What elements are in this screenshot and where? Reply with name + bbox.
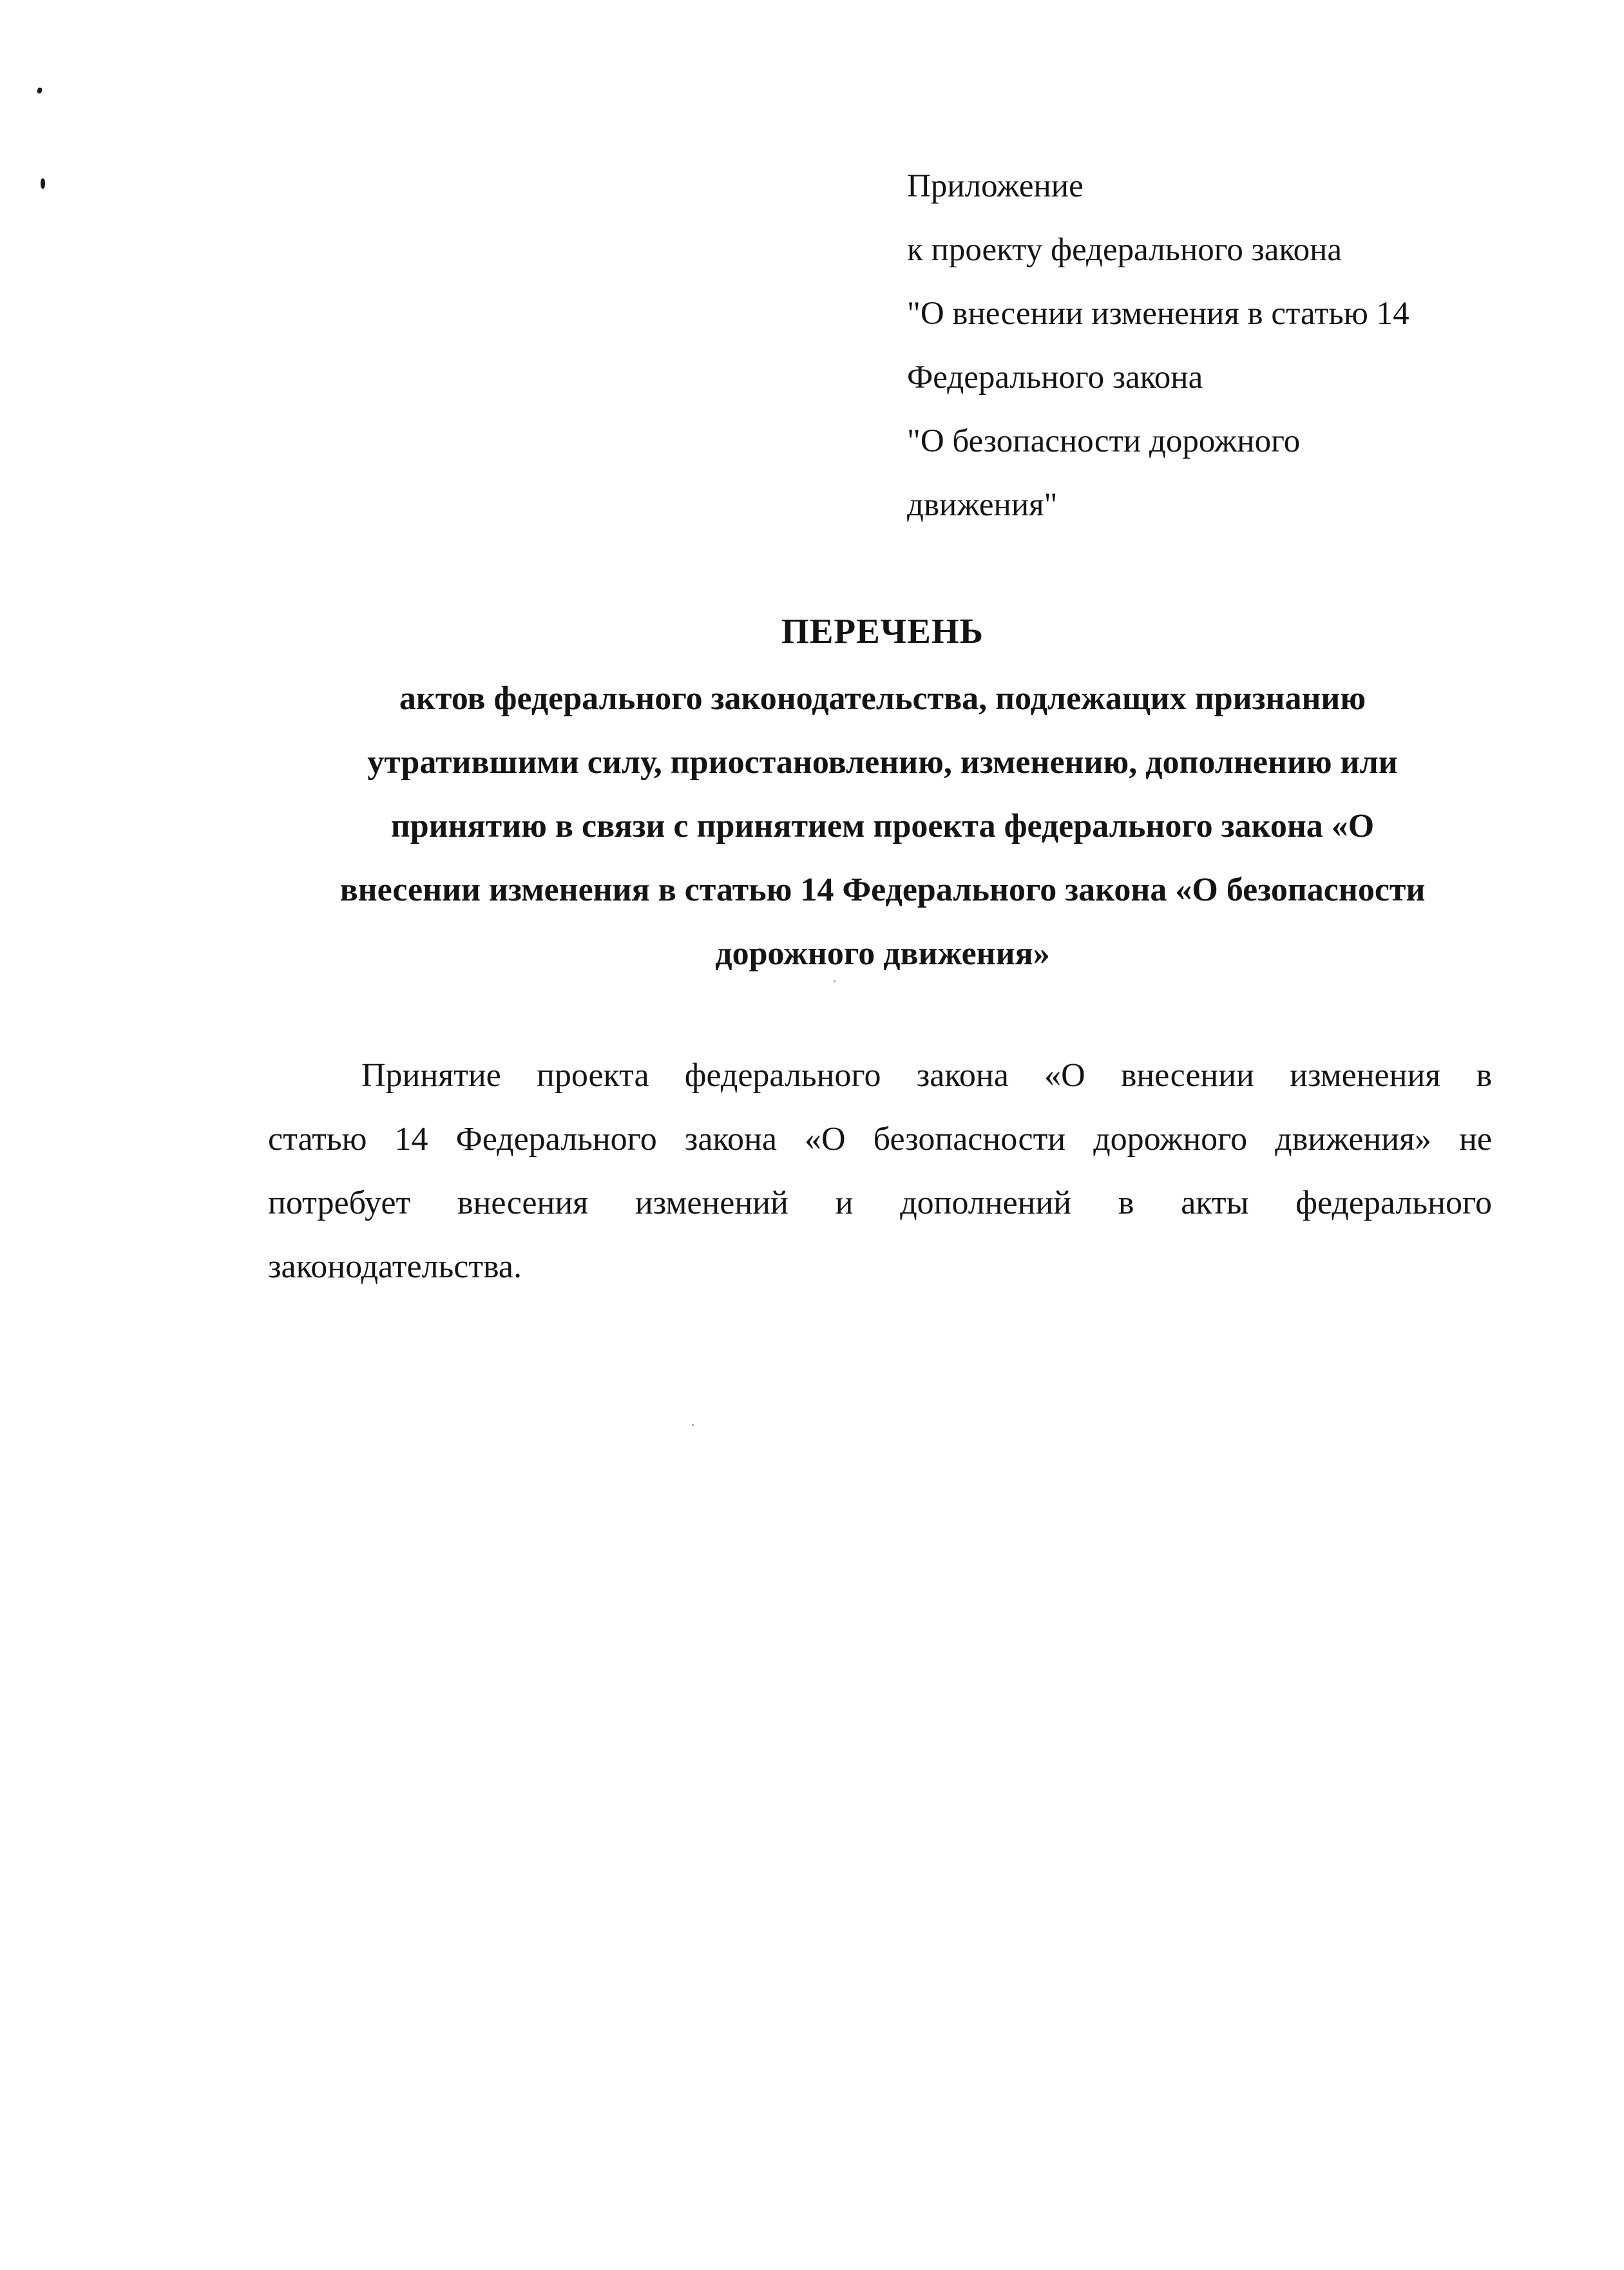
appendix-line: "О безопасности дорожного xyxy=(907,423,1301,459)
title-subtitle-line: утратившими силу, приостановлению, изменению, дополнению или xyxy=(367,744,1398,781)
title-subtitle-line: дорожного движения» xyxy=(715,935,1050,972)
appendix-header xyxy=(907,155,1564,537)
appendix-line: "О внесении изменения в статью 14 xyxy=(907,296,1409,332)
title-heading: ПЕРЕЧЕНЬ xyxy=(781,611,984,651)
appendix-line: Приложение xyxy=(907,168,1084,204)
scan-speck xyxy=(692,1424,694,1426)
appendix-line: к проекту федерального закона xyxy=(907,232,1342,268)
body-line: потребует внесения изменений и дополнений в акты федерального xyxy=(268,1185,1492,1221)
body-line: статью 14 Федерального закона «О безопасности дорожного движения» не xyxy=(268,1121,1492,1158)
scan-speck xyxy=(41,178,45,189)
body-line: законодательства. xyxy=(268,1248,522,1285)
title-subtitle-line: актов федерального законодательства, подлежащих признанию xyxy=(399,680,1366,717)
title-subtitle-line: принятию в связи с принятием проекта федерального закона «О xyxy=(390,808,1375,844)
title-subtitle-line: внесении изменения в статью 14 Федерального закона «О безопасности xyxy=(339,872,1426,908)
appendix-line: Федерального закона xyxy=(907,359,1203,396)
body-line: Принятие проекта федерального закона «О внесении изменения в xyxy=(361,1057,1492,1094)
body-paragraph xyxy=(268,1044,1492,1299)
appendix-line: движения" xyxy=(907,487,1058,523)
scan-speck xyxy=(37,87,43,94)
document-title xyxy=(193,596,1572,986)
